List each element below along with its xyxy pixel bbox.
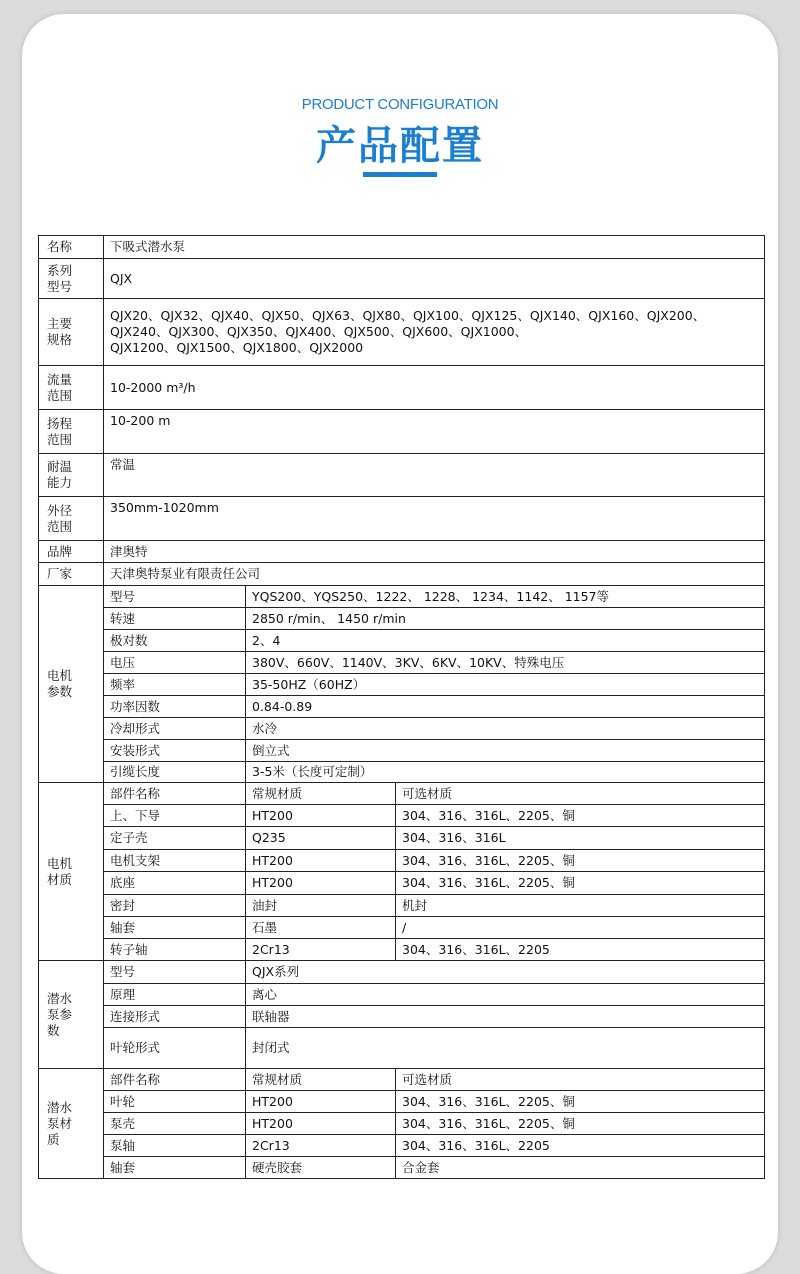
- table-row: [39, 872, 765, 895]
- row-label: 扬程 范围: [39, 410, 104, 454]
- standard-material: HT200: [246, 1091, 396, 1113]
- part-name: 电机支架: [104, 850, 246, 872]
- table-row: [39, 939, 765, 961]
- row-value: 10-200 m: [104, 410, 765, 454]
- row-label: 流量 范围: [39, 366, 104, 410]
- table-row: [39, 541, 765, 563]
- standard-material: 2Cr13: [246, 939, 396, 961]
- part-name: 底座: [104, 872, 246, 895]
- table-row: [39, 805, 765, 827]
- table-row: [39, 895, 765, 917]
- row-value: 常温: [104, 454, 765, 497]
- optional-material: 304、316、316L、2205、铜: [396, 1091, 765, 1113]
- row-label: 品牌: [39, 541, 104, 563]
- part-value: YQS200、YQS250、1222、 1228、 1234、1142、 1157等: [246, 586, 765, 608]
- optional-material: 304、316、316L、2205: [396, 1135, 765, 1157]
- optional-material: 304、316、316L、2205、铜: [396, 1113, 765, 1135]
- table-row: [39, 1157, 765, 1179]
- row-value: 350mm-1020mm: [104, 497, 765, 541]
- table-row: [39, 1069, 765, 1091]
- group-label: 潜水 泵材 质: [39, 1069, 104, 1179]
- part-name: 轴套: [104, 917, 246, 939]
- table-row: [39, 1006, 765, 1028]
- row-label: 主要 规格: [39, 299, 104, 366]
- row-value: QJX20、QJX32、QJX40、QJX50、QJX63、QJX80、QJX100、QJX125、QJX140、QJX160、QJX200、QJX240、QJX300、QJX350、QJX400、QJX500、QJX600、QJX1000、 QJX1200、QJX1500、QJX1800、QJX2000: [104, 299, 765, 366]
- title-underline: [363, 172, 437, 177]
- table-row: [39, 674, 765, 696]
- row-value: 津奥特: [104, 541, 765, 563]
- part-name: 原理: [104, 984, 246, 1006]
- table-row: [39, 984, 765, 1006]
- standard-material: 油封: [246, 895, 396, 917]
- group-label: 潜水 泵参 数: [39, 961, 104, 1069]
- table-row: [39, 236, 765, 259]
- table-row: [39, 762, 765, 783]
- part-name: 型号: [104, 961, 246, 984]
- table-row: [39, 718, 765, 740]
- table-row: [39, 1135, 765, 1157]
- optional-material: 合金套: [396, 1157, 765, 1179]
- part-name: 部件名称: [104, 1069, 246, 1091]
- part-name: 上、下导: [104, 805, 246, 827]
- part-name: 功率因数: [104, 696, 246, 718]
- row-label: 耐温 能力: [39, 454, 104, 497]
- table-row: [39, 299, 765, 366]
- row-value: 10-2000 m³/h: [104, 366, 765, 410]
- part-value: 封闭式: [246, 1028, 765, 1069]
- standard-material: HT200: [246, 1113, 396, 1135]
- table-row: [39, 827, 765, 850]
- table-row: [39, 410, 765, 454]
- part-value: 380V、660V、1140V、3KV、6KV、10KV、特殊电压: [246, 652, 765, 674]
- part-name: 转子轴: [104, 939, 246, 961]
- standard-material: 硬壳胶套: [246, 1157, 396, 1179]
- part-value: 离心: [246, 984, 765, 1006]
- part-name: 连接形式: [104, 1006, 246, 1028]
- part-name: 部件名称: [104, 783, 246, 805]
- group-label: 电机 参数: [39, 586, 104, 783]
- spec-table: [38, 235, 765, 1179]
- table-row: [39, 1113, 765, 1135]
- part-name: 转速: [104, 608, 246, 630]
- part-value: QJX系列: [246, 961, 765, 984]
- part-value: 2850 r/min、 1450 r/min: [246, 608, 765, 630]
- standard-material: HT200: [246, 850, 396, 872]
- table-row: [39, 259, 765, 299]
- table-row: [39, 740, 765, 762]
- standard-material: Q235: [246, 827, 396, 850]
- part-name: 密封: [104, 895, 246, 917]
- optional-material: 机封: [396, 895, 765, 917]
- row-label: 外径 范围: [39, 497, 104, 541]
- table-row: [39, 630, 765, 652]
- row-value: 天津奥特泵业有限责任公司: [104, 563, 765, 586]
- table-row: [39, 1028, 765, 1069]
- section-subtitle-en: PRODUCT CONFIGURATION: [301, 96, 499, 113]
- table-row: [39, 652, 765, 674]
- part-value: 35-50HZ（60HZ）: [246, 674, 765, 696]
- optional-material: 可选材质: [396, 1069, 765, 1091]
- part-name: 泵轴: [104, 1135, 246, 1157]
- standard-material: 石墨: [246, 917, 396, 939]
- table-row: [39, 497, 765, 541]
- group-label: 电机 材质: [39, 783, 104, 961]
- optional-material: 304、316、316L、2205、铜: [396, 850, 765, 872]
- table-row: [39, 586, 765, 608]
- table-row: [39, 608, 765, 630]
- part-name: 频率: [104, 674, 246, 696]
- table-row: [39, 783, 765, 805]
- part-name: 引缆长度: [104, 762, 246, 783]
- table-row: [39, 366, 765, 410]
- table-row: [39, 1091, 765, 1113]
- part-value: 倒立式: [246, 740, 765, 762]
- optional-material: 304、316、316L、2205、铜: [396, 872, 765, 895]
- part-name: 叶轮: [104, 1091, 246, 1113]
- standard-material: 常规材质: [246, 1069, 396, 1091]
- part-name: 型号: [104, 586, 246, 608]
- standard-material: 常规材质: [246, 783, 396, 805]
- part-value: 2、4: [246, 630, 765, 652]
- part-name: 轴套: [104, 1157, 246, 1179]
- table-row: [39, 454, 765, 497]
- part-name: 叶轮形式: [104, 1028, 246, 1069]
- part-value: 0.84-0.89: [246, 696, 765, 718]
- part-value: 联轴器: [246, 1006, 765, 1028]
- row-label: 厂家: [39, 563, 104, 586]
- part-name: 电压: [104, 652, 246, 674]
- optional-material: 304、316、316L、2205、铜: [396, 805, 765, 827]
- optional-material: 可选材质: [396, 783, 765, 805]
- table-row: [39, 961, 765, 984]
- part-value: 水冷: [246, 718, 765, 740]
- table-row: [39, 563, 765, 586]
- row-label: 系列 型号: [39, 259, 104, 299]
- row-value: QJX: [104, 259, 765, 299]
- part-name: 冷却形式: [104, 718, 246, 740]
- part-name: 极对数: [104, 630, 246, 652]
- row-label: 名称: [39, 236, 104, 259]
- part-name: 安装形式: [104, 740, 246, 762]
- optional-material: 304、316、316L、2205: [396, 939, 765, 961]
- section-title: 产品配置: [316, 123, 484, 169]
- table-row: [39, 696, 765, 718]
- optional-material: /: [396, 917, 765, 939]
- standard-material: HT200: [246, 872, 396, 895]
- part-value: 3-5米（长度可定制）: [246, 762, 765, 783]
- table-row: [39, 917, 765, 939]
- row-value: 下吸式潜水泵: [104, 236, 765, 259]
- part-name: 泵壳: [104, 1113, 246, 1135]
- part-name: 定子壳: [104, 827, 246, 850]
- optional-material: 304、316、316L: [396, 827, 765, 850]
- table-row: [39, 850, 765, 872]
- standard-material: HT200: [246, 805, 396, 827]
- standard-material: 2Cr13: [246, 1135, 396, 1157]
